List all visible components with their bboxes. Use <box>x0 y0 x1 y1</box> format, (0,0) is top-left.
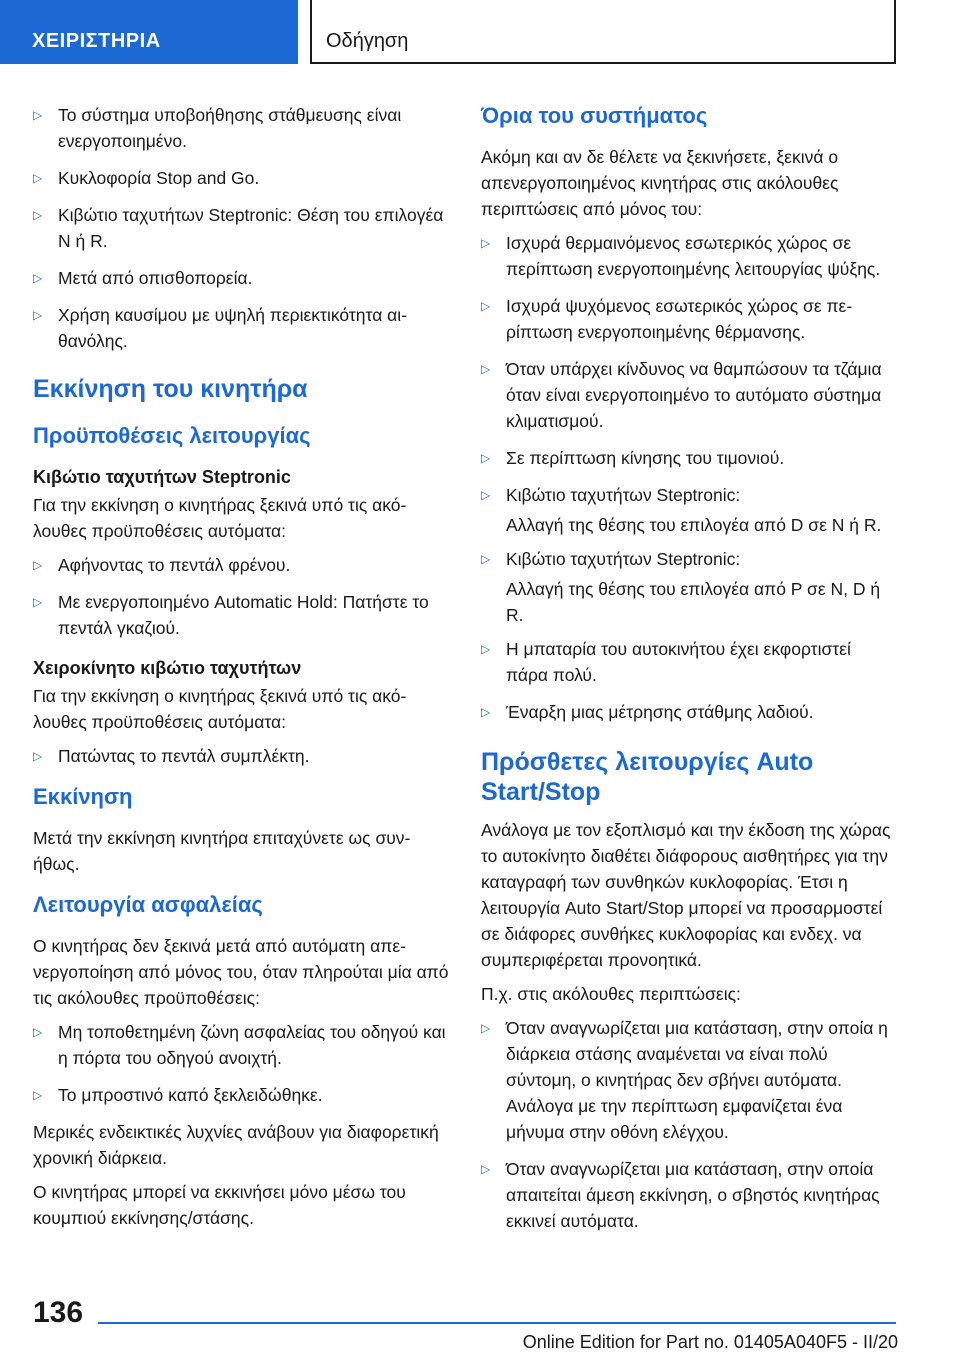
triangle-bullet-icon: ▷ <box>481 1162 491 1176</box>
triangle-bullet-icon: ▷ <box>481 705 491 719</box>
list-item: ▷ Πατώντας το πεντάλ συμπλέκτη. <box>33 743 450 769</box>
list-item: ▷ Όταν αναγνωρίζεται μια κατάσταση, στην οποία απαιτείται άμεση εκκίνηση, ο σβηστός κινητήρας εκκινεί αυτόματα. <box>481 1156 896 1234</box>
list-item: ▷ Όταν αναγνωρίζεται μια κατάσταση, στην οποία η διάρκεια στάσης αναμένεται να είναι πολύ σύντομη, ο κινητήρας δεν σβήνει αυτόματα. Ανάλογα με την περίπτωση εμφανίζεται ένα μήνυμα στην οθόνη ελέγχου. <box>481 1015 896 1145</box>
triangle-bullet-icon: ▷ <box>33 1088 43 1102</box>
triangle-bullet-icon: ▷ <box>33 271 43 285</box>
heading-auto-start-stop-extras: Πρόσθετες λειτουργίες Auto Start/Stop <box>481 748 814 806</box>
list-item: ▷ Μετά από οπισθοπορεία. <box>33 265 450 291</box>
page-number: 136 <box>33 1296 84 1329</box>
list-item: ▷ Σε περίπτωση κίνησης του τιμονιού. <box>481 445 896 471</box>
heading-safety-function: Λειτουργία ασφαλείας <box>33 892 263 917</box>
section-tab <box>0 0 298 64</box>
list-item: ▷ Κυκλοφορία Stop and Go. <box>33 165 450 191</box>
paragraph: Για την εκκίνηση ο κινητήρας ξεκινά υπό τις ακόλουθες προϋποθέσεις αυτόματα: <box>33 495 407 541</box>
list-item: ▷ Το σύστημα υποβοήθησης στάθμευσης είναι ενεργοποιημένο. <box>33 102 450 154</box>
triangle-bullet-icon: ▷ <box>33 308 43 322</box>
heading-manual-gearbox: Χειροκίνητο κιβώτιο ταχυτήτων <box>33 658 302 678</box>
list-item: ▷ Κιβώτιο ταχυτήτων Steptronic: <box>481 482 896 508</box>
chapter-title: Οδήγηση <box>326 30 409 52</box>
heading-engine-start: Εκκίνηση του κινητήρα <box>33 375 308 403</box>
paragraph: Για την εκκίνηση ο κινητήρας ξεκινά υπό τις ακόλουθες προϋποθέσεις αυτόματα: <box>33 686 407 732</box>
list-item: ▷ Χρήση καυσίμου με υψηλή περιεκτικότητα αιθανόλης. <box>33 302 450 354</box>
section-title: ΧΕΙΡΙΣΤΗΡΙΑ <box>32 30 161 52</box>
list-item: ▷ Αφήνοντας το πεντάλ φρένου. <box>33 552 450 578</box>
footer-divider <box>98 1322 896 1324</box>
list-item: ▷ Μη τοποθετημένη ζώνη ασφαλείας του οδηγού και η πόρτα του οδηγού ανοιχτή. <box>33 1019 450 1071</box>
list-item: ▷ Με ενεργοποιημένο Automatic Hold: Πατήστε το πεντάλ γκαζιού. <box>33 589 450 641</box>
paragraph: Ανάλογα με τον εξοπλισμό και την έκδοση της χώρας το αυτοκίνητο διαθέτει διάφορους αισθητήρες για την καταγραφή των συνθηκών κυκλοφορίας. Έτσι η λειτουργία Auto Start/Stop μπορεί να προσαρμοστεί σε διάφορες συνθήκες κυκλοφορίας και ενδεχ. να συμπεριφέρεται προνοητικά. <box>481 820 891 970</box>
triangle-bullet-icon: ▷ <box>33 108 43 122</box>
triangle-bullet-icon: ▷ <box>481 488 491 502</box>
heading-system-limits: Όρια του συστήματος <box>481 103 708 128</box>
triangle-bullet-icon: ▷ <box>481 362 491 376</box>
triangle-bullet-icon: ▷ <box>33 749 43 763</box>
triangle-bullet-icon: ▷ <box>481 552 491 566</box>
triangle-bullet-icon: ▷ <box>33 171 43 185</box>
list-item: ▷ Κιβώτιο ταχυτήτων Steptronic: <box>481 546 896 572</box>
paragraph: Μετά την εκκίνηση κινητήρα επιταχύνετε ως συνήθως. <box>33 828 411 874</box>
triangle-bullet-icon: ▷ <box>33 558 43 572</box>
triangle-bullet-icon: ▷ <box>481 451 491 465</box>
triangle-bullet-icon: ▷ <box>33 1025 43 1039</box>
paragraph: Μερικές ενδεικτικές λυχνίες ανάβουν για διαφορετική χρονική διάρκεια. <box>33 1122 439 1168</box>
triangle-bullet-icon: ▷ <box>481 236 491 250</box>
triangle-bullet-icon: ▷ <box>481 1021 491 1035</box>
sub-paragraph: Αλλαγή της θέσης του επιλογέα από D σε N ή R. <box>506 515 882 535</box>
heading-prerequisites: Προϋποθέσεις λειτουργίας <box>33 423 311 448</box>
chapter-tab <box>310 0 896 64</box>
heading-start: Εκκίνηση <box>33 784 133 809</box>
triangle-bullet-icon: ▷ <box>33 208 43 222</box>
triangle-bullet-icon: ▷ <box>481 299 491 313</box>
triangle-bullet-icon: ▷ <box>33 595 43 609</box>
list-item: ▷ Έναρξη μιας μέτρησης στάθμης λαδιού. <box>481 699 896 725</box>
paragraph: Ο κινητήρας δεν ξεκινά μετά από αυτόματη απενεργοποίηση από μόνος του, όταν πληρούται μία από τις ακόλουθες προϋποθέσεις: <box>33 936 449 1008</box>
list-item: ▷ Η μπαταρία του αυτοκινήτου έχει εκφορτιστεί πάρα πολύ. <box>481 636 896 688</box>
edition-footer: Online Edition for Part no. 01405A040F5 - II/20 <box>522 1332 898 1352</box>
list-item: ▷ Κιβώτιο ταχυτήτων Steptronic: Θέση του επιλογέα N ή R. <box>33 202 450 254</box>
right-column <box>481 102 896 1245</box>
list-item: ▷ Όταν υπάρχει κίνδυνος να θαμπώσουν τα τζάμια όταν είναι ενεργοποιημένο το αυτόματο σύστημα κλιματισμού. <box>481 356 896 434</box>
paragraph: Ο κινητήρας μπορεί να εκκινήσει μόνο μέσω του κουμπιού εκκίνησης/στάσης. <box>33 1182 406 1228</box>
list-item: ▷ Ισχυρά θερμαινόμενος εσωτερικός χώρος σε περίπτωση ενεργοποιημένης λειτουργίας ψύξης. <box>481 230 896 282</box>
sub-paragraph: Αλλαγή της θέσης του επιλογέα από P σε N, D ή R. <box>506 579 881 625</box>
paragraph: Π.χ. στις ακόλουθες περιπτώσεις: <box>481 984 741 1004</box>
list-item: ▷ Το μπροστινό καπό ξεκλειδώθηκε. <box>33 1082 450 1108</box>
paragraph: Ακόμη και αν δε θέλετε να ξεκινήσετε, ξεκινά ο απενεργοποιημένος κινητήρας στις ακόλουθες περιπτώσεις από μόνος του: <box>481 147 839 219</box>
left-column <box>33 102 450 1239</box>
triangle-bullet-icon: ▷ <box>481 642 491 656</box>
heading-steptronic: Κιβώτιο ταχυτήτων Steptronic <box>33 467 291 487</box>
list-item: ▷ Ισχυρά ψυχόμενος εσωτερικός χώρος σε περίπτωση ενεργοποιημένης θέρμανσης. <box>481 293 896 345</box>
